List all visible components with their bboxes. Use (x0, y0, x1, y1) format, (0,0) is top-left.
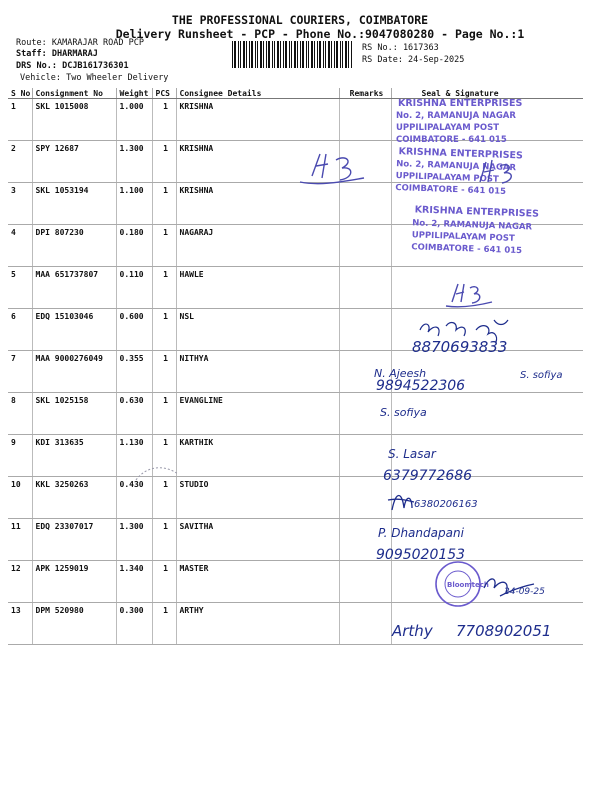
barcode-bar (257, 41, 258, 68)
svg-text:UPPILIPALAYAM POST: UPPILIPALAYAM POST (411, 230, 515, 244)
col-weight: Weight (116, 88, 152, 99)
barcode-bar (268, 41, 270, 68)
row-consignment-no: SKL 1015008 (32, 99, 116, 141)
row-consignment-no: KKL 3250263 (32, 477, 116, 519)
row-sno: 6 (8, 309, 32, 351)
row-consignment-no: EDQ 23307017 (32, 519, 116, 561)
row-seal-signature (391, 267, 583, 309)
barcode-bar (232, 41, 233, 68)
row-consignee: ARTHY (176, 603, 339, 645)
col-consignment: Consignment No (32, 88, 116, 99)
barcode-bar (294, 41, 296, 68)
drs-value: DCJB161736301 (62, 61, 129, 71)
barcode-bar (240, 41, 241, 68)
table-row (8, 99, 583, 141)
staff-line (16, 49, 98, 59)
table-row (8, 225, 583, 267)
svg-text:COIMBATORE - 641 015: COIMBATORE - 641 015 (395, 183, 507, 197)
barcode-bar (255, 41, 256, 68)
barcode-bar (336, 41, 338, 68)
svg-text:UPPILIPALAYAM POST: UPPILIPALAYAM POST (395, 171, 499, 185)
row-remarks (339, 225, 391, 267)
row-sno: 3 (8, 183, 32, 225)
row-remarks (339, 309, 391, 351)
svg-text:UPPILIPALAYAM POST: UPPILIPALAYAM POST (396, 123, 500, 133)
row-consignee: NAGARAJ (176, 225, 339, 267)
barcode (232, 41, 355, 68)
row-weight: 1.100 (116, 183, 152, 225)
row-seal-signature (391, 309, 583, 351)
row-pcs: 1 (152, 267, 176, 309)
row-remarks (339, 561, 391, 603)
row-seal-signature (391, 141, 583, 183)
table-row (8, 435, 583, 477)
barcode-bar (263, 41, 264, 68)
row-consignment-no: KDI 313635 (32, 435, 116, 477)
row-consignment-no: MAA 651737807 (32, 267, 116, 309)
barcode-bar (272, 41, 273, 68)
row-consignee: NSL (176, 309, 339, 351)
barcode-bar (234, 41, 236, 68)
row-sno: 9 (8, 435, 32, 477)
phone-row-7: 9894522306 (376, 378, 466, 394)
row-seal-signature (391, 561, 583, 603)
row-consignment-no: EDQ 15103046 (32, 309, 116, 351)
row-consignee: KRISHNA (176, 99, 339, 141)
barcode-bar (348, 41, 349, 68)
barcode-bar (289, 41, 290, 68)
row-weight: 0.110 (116, 267, 152, 309)
phone-row-6: 8870693833 (412, 338, 508, 356)
barcode-bar (260, 41, 262, 68)
row-pcs: 1 (152, 141, 176, 183)
row-consignment-no: DPI 807230 (32, 225, 116, 267)
row-consignee: EVANGLINE (176, 393, 339, 435)
row-seal-signature (391, 603, 583, 645)
drs-label: DRS No.: (16, 61, 57, 71)
table-row (8, 603, 583, 645)
barcode-bar (319, 41, 321, 68)
barcode-bar (285, 41, 287, 68)
svg-text:No. 2, RAMANUJA NAGAR: No. 2, RAMANUJA NAGAR (412, 218, 533, 233)
row-weight: 1.300 (116, 519, 152, 561)
barcode-bar (283, 41, 284, 68)
row-remarks (339, 141, 391, 183)
row-seal-signature (391, 435, 583, 477)
table-row (8, 561, 583, 603)
barcode-bar (243, 41, 245, 68)
row-pcs: 1 (152, 603, 176, 645)
row-weight: 0.600 (116, 309, 152, 351)
row-pcs: 1 (152, 225, 176, 267)
row-consignee: NITHYA (176, 351, 339, 393)
row-weight: 1.000 (116, 99, 152, 141)
table-row (8, 267, 583, 309)
row-remarks (339, 183, 391, 225)
row-weight: 0.430 (116, 477, 152, 519)
row-pcs: 1 (152, 99, 176, 141)
row-weight: 0.355 (116, 351, 152, 393)
barcode-bar (302, 41, 304, 68)
row-seal-signature (391, 477, 583, 519)
row-pcs: 1 (152, 435, 176, 477)
col-pcs: PCS (152, 88, 176, 99)
row-pcs: 1 (152, 183, 176, 225)
name-row-7b: S. sofiya (520, 370, 563, 381)
barcode-bar (334, 41, 335, 68)
name-row-13: Arthy (392, 622, 433, 640)
row-sno: 5 (8, 267, 32, 309)
phone-row-9: 6379772686 (383, 468, 473, 484)
row-sno: 13 (8, 603, 32, 645)
table-row (8, 309, 583, 351)
barcode-bar (277, 41, 279, 68)
col-consignee: Consignee Details (176, 88, 339, 99)
svg-text:Bloomtech: Bloomtech (447, 581, 489, 589)
table-header (8, 88, 583, 99)
staff-value: DHARMARAJ (51, 49, 98, 59)
phone-row-10: 6380206163 (414, 499, 478, 510)
svg-text:KRISHNA ENTERPRISES: KRISHNA ENTERPRISES (398, 146, 524, 162)
row-consignee: MASTER (176, 561, 339, 603)
row-sno: 8 (8, 393, 32, 435)
row-consignment-no: SPY 12687 (32, 141, 116, 183)
row-remarks (339, 603, 391, 645)
row-consignee: SAVITHA (176, 519, 339, 561)
svg-text:COIMBATORE - 641 015: COIMBATORE - 641 015 (396, 135, 507, 145)
barcode-bar (308, 41, 309, 68)
barcode-bar (340, 41, 341, 68)
table-row (8, 477, 583, 519)
barcode-bar (306, 41, 307, 68)
row-pcs: 1 (152, 309, 176, 351)
row-consignee: KARTHIK (176, 435, 339, 477)
name-row-11: P. Dhandapani (378, 526, 464, 540)
barcode-bar (331, 41, 332, 68)
row-remarks (339, 477, 391, 519)
row-consignment-no: APK 1259019 (32, 561, 116, 603)
barcode-bar (342, 41, 343, 68)
row-seal-signature (391, 351, 583, 393)
barcode-bar (291, 41, 292, 68)
barcode-bar (345, 41, 347, 68)
row-weight: 0.180 (116, 225, 152, 267)
staff-label: Staff: (16, 49, 47, 59)
row-consignment-no: MAA 9000276049 (32, 351, 116, 393)
date-row-12: 24-09-25 (504, 587, 545, 597)
barcode-bar (311, 41, 313, 68)
row-consignee: KRISHNA (176, 183, 339, 225)
name-row-7: N. Ajeesh (374, 367, 427, 380)
runsheet-table (8, 88, 583, 645)
row-sno: 4 (8, 225, 32, 267)
barcode-bar (297, 41, 298, 68)
svg-text:KRISHNA ENTERPRISES: KRISHNA ENTERPRISES (414, 204, 540, 220)
svg-text:KRISHNA ENTERPRISES: KRISHNA ENTERPRISES (398, 98, 523, 109)
svg-text:COIMBATORE - 641 015: COIMBATORE - 641 015 (411, 242, 523, 257)
company-name: THE PROFESSIONAL COURIERS, COIMBATORE (171, 13, 429, 27)
route-value: KAMARAJAR ROAD PCP (51, 38, 144, 48)
row-remarks (339, 519, 391, 561)
barcode-bar (317, 41, 318, 68)
name-row-9: S. Lasar (388, 447, 436, 461)
vehicle-value: Two Wheeler Delivery (66, 73, 169, 83)
row-seal-signature (391, 519, 583, 561)
col-remarks: Remarks (339, 88, 391, 99)
barcode-bar (314, 41, 315, 68)
table-row (8, 141, 583, 183)
barcode-bar (238, 41, 239, 68)
table-row (8, 183, 583, 225)
row-remarks (339, 435, 391, 477)
barcode-bar (246, 41, 247, 68)
barcode-bar (328, 41, 330, 68)
barcode-bar (274, 41, 275, 68)
row-consignee: KRISHNA (176, 141, 339, 183)
row-sno: 7 (8, 351, 32, 393)
col-sno: S No (8, 88, 32, 99)
runsheet-title: Delivery Runsheet - PCP - Phone No.:9047080280 - Page No.:1 (115, 27, 525, 41)
svg-text:No. 2, RAMANUJA NAGAR: No. 2, RAMANUJA NAGAR (395, 159, 517, 174)
svg-text:No. 2, RAMANUJA NAGAR: No. 2, RAMANUJA NAGAR (396, 111, 516, 121)
barcode-bar (251, 41, 253, 68)
barcode-bar (323, 41, 324, 68)
phone-row-11: 9095020153 (376, 547, 466, 563)
row-seal-signature (391, 393, 583, 435)
row-remarks (339, 393, 391, 435)
vehicle-line (20, 73, 168, 83)
name-row-8: S. sofiya (380, 406, 427, 419)
row-consignment-no: DPM 520980 (32, 603, 116, 645)
route-line (16, 38, 144, 48)
row-remarks (339, 267, 391, 309)
barcode-bar (325, 41, 326, 68)
route-label: Route: (16, 38, 47, 48)
row-sno: 1 (8, 99, 32, 141)
row-consignee: STUDIO (176, 477, 339, 519)
row-pcs: 1 (152, 477, 176, 519)
row-sno: 10 (8, 477, 32, 519)
row-weight: 1.340 (116, 561, 152, 603)
vehicle-label: Vehicle: (20, 73, 61, 83)
row-sno: 2 (8, 141, 32, 183)
row-weight: 0.630 (116, 393, 152, 435)
row-pcs: 1 (152, 519, 176, 561)
row-seal-signature (391, 225, 583, 267)
barcode-bar (249, 41, 250, 68)
table-row (8, 351, 583, 393)
barcode-bar (266, 41, 267, 68)
barcode-bar (351, 41, 352, 68)
row-pcs: 1 (152, 351, 176, 393)
row-consignment-no: SKL 1053194 (32, 183, 116, 225)
drs-line (16, 61, 129, 71)
phone-row-13: 7708902051 (456, 622, 552, 640)
row-consignment-no: SKL 1025158 (32, 393, 116, 435)
row-sno: 11 (8, 519, 32, 561)
table-row (8, 393, 583, 435)
row-weight: 1.300 (116, 141, 152, 183)
row-remarks (339, 99, 391, 141)
row-weight: 1.130 (116, 435, 152, 477)
table-row (8, 519, 583, 561)
row-sno: 12 (8, 561, 32, 603)
row-pcs: 1 (152, 393, 176, 435)
row-seal-signature (391, 99, 583, 141)
row-seal-signature (391, 183, 583, 225)
row-pcs: 1 (152, 561, 176, 603)
row-consignee: HAWLE (176, 267, 339, 309)
col-seal-signature: Seal & Signature (391, 88, 583, 99)
rs-number: RS No.: 1617363 (362, 43, 439, 53)
barcode-bar (300, 41, 301, 68)
row-weight: 0.300 (116, 603, 152, 645)
row-remarks (339, 351, 391, 393)
rs-date: RS Date: 24-Sep-2025 (362, 55, 465, 65)
barcode-bar (280, 41, 281, 68)
